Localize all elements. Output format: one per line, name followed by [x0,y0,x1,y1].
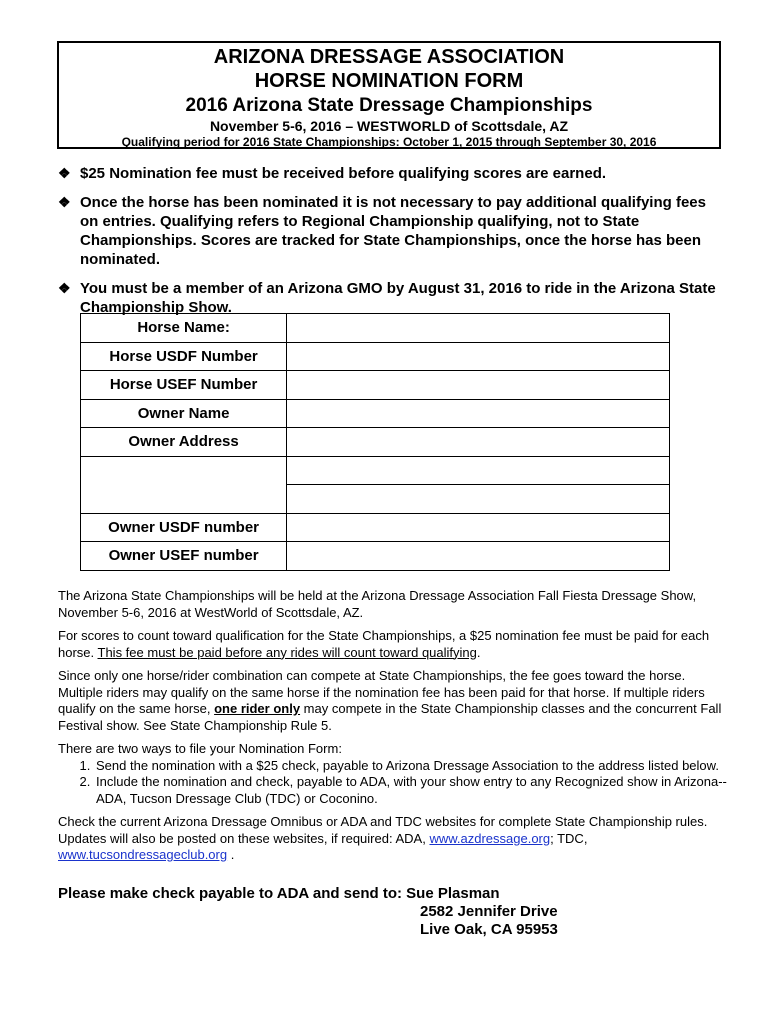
info-paragraph: Check the current Arizona Dressage Omnibus or ADA and TDC websites for complete State Championship rules. Updates will also be posted on these websites, if required: ADA, www.azdressage.org; TDC, www.tucsondressageclub.org . [58,814,708,862]
form-header [57,41,721,149]
owner-name-field[interactable] [287,399,670,428]
owner-address-field-1[interactable] [287,428,670,457]
rules-list [58,164,728,327]
ada-website-link[interactable]: www.azdressage.org [429,830,551,846]
ways-intro: There are two ways to file your Nomination Form: [58,741,342,756]
list-item: 2. Include the nomination and check, payable to ADA, with your show entry to any Recognized show in Arizona-- ADA, Tucson Dressage Club (TDC) or Coconino. [94,774,728,807]
form-title: HORSE NOMINATION FORM [254,70,524,92]
horse-name-label: Horse Name: [81,314,287,343]
qualifying-period: Qualifying period for 2016 State Championships: October 1, 2015 through September 30, 2016 [121,135,657,149]
horse-usef-label: Horse USEF Number [81,371,287,400]
owner-usef-field[interactable] [287,542,670,571]
rule-item: ❖ $25 Nomination fee must be received before qualifying scores are earned. [58,165,607,182]
rule-item: ❖ Once the horse has been nominated it is not necessary to pay additional qualifying fees on entries. Qualifying refers to Regional Championship qualifying, not to State Championships. Scores are tracked for State Championships, once the horse has been nominated. [58,194,706,268]
diamond-bullet-icon: ❖ [58,194,71,210]
info-paragraph: The Arizona State Championships will be held at the Arizona Dressage Association Fall Fiesta Dressage Show, November 5-6, 2016 at WestWorld of Scottsdale, AZ. [58,588,697,620]
list-item: 1. Send the nomination with a $25 check, payable to Arizona Dressage Association to the address listed below. [94,758,728,775]
owner-name-label: Owner Name [81,399,287,428]
address-city: Live Oak, CA 95953 [420,921,558,938]
horse-name-field[interactable] [287,314,670,343]
diamond-bullet-icon: ❖ [58,280,71,296]
owner-address-blank-label [81,456,287,513]
horse-usef-field[interactable] [287,371,670,400]
rule-item: ❖ You must be a member of an Arizona GMO by August 31, 2016 to ride in the Arizona State Championship Show. [58,280,716,316]
owner-address-field-3[interactable] [287,485,670,514]
send-to-label: Please make check payable to ADA and send to: Sue Plasman [58,885,500,902]
event-dates: November 5-6, 2016 – WESTWORLD of Scottsdale, AZ [209,118,569,134]
owner-usdf-label: Owner USDF number [81,513,287,542]
horse-usdf-field[interactable] [287,342,670,371]
owner-address-field-2[interactable] [287,456,670,485]
info-section [58,588,728,871]
owner-usef-label: Owner USEF number [81,542,287,571]
diamond-bullet-icon: ❖ [58,165,71,181]
tdc-website-link[interactable]: www.tucsondressageclub.org [58,847,228,862]
horse-usdf-label: Horse USDF Number [81,342,287,371]
nomination-form-table [80,313,670,571]
owner-usdf-field[interactable] [287,513,670,542]
ways-list [58,758,728,808]
owner-address-label: Owner Address [81,428,287,457]
info-paragraph: Since only one horse/rider combination can compete at State Championships, the fee goes toward the horse. Multiple riders may qualify on the same horse if the nomination fee has been paid for that horse. If multiple riders qualify on the same horse, one rider only may compete in the State Championship classes and the concurrent Fall Festival show. See State Championship Rule 5. [58,668,722,733]
org-title: ARIZONA DRESSAGE ASSOCIATION [213,46,565,68]
address-street: 2582 Jennifer Drive [420,903,558,920]
info-paragraph: For scores to count toward qualification for the State Championships, a $25 nomination fee must be paid for each horse. This fee must be paid before any rides will count toward qualifying. [58,628,710,660]
event-title: 2016 Arizona State Dressage Championships [185,95,593,116]
